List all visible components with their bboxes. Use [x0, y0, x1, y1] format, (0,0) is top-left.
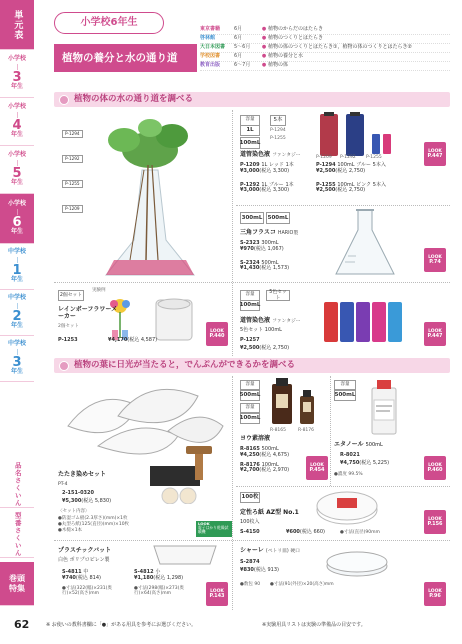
- tag-capacity: 容量: [240, 403, 260, 413]
- tray-list: S-4811 中 ¥740(税込 814) ●寸法(322(幅)×231(奥行)×52(高さ)mm S-4812 小 ¥1,180(税込 1,298) ●寸法(298(幅)×273(奥行)×64(高さ)mm: [62, 569, 184, 596]
- publisher-row: 大日本図書 5〜6月 ● 植物の体のつくりとはたらき①，植物の体のつくりとはたらき②: [200, 44, 450, 53]
- page-title: 植物の養分と水の通り道: [54, 44, 197, 72]
- filter-paper-box: [312, 488, 382, 528]
- product-name: レインボーフラワーメーカー: [58, 306, 118, 321]
- page-number: 62: [14, 618, 30, 631]
- sidebar-item-e4[interactable]: 小学校 4 年生: [0, 98, 34, 146]
- look-link-dye5[interactable]: LOOK P.447: [424, 322, 446, 346]
- dye-5color-bottles: [320, 292, 410, 350]
- publisher-row: 学校図書 6月 ● 植物の養分と水: [200, 53, 450, 62]
- sidebar-item-j1[interactable]: 中学校 1 年生: [0, 244, 34, 290]
- tag-5color: 5色セット: [266, 290, 290, 301]
- tag-capacity: 容量: [240, 290, 260, 301]
- tag-volume-100: 100mL: [240, 137, 260, 149]
- tag-500ml: 500mL: [266, 212, 290, 224]
- look-link-filter[interactable]: LOOK P.156: [424, 510, 446, 534]
- stamp-set-illustration: [140, 444, 232, 504]
- look-mini-badge: LOOK 電子はかり乾燥試験機: [196, 521, 232, 537]
- tag-capacity: 容量: [240, 115, 260, 126]
- lightbulb-icon: [59, 95, 69, 105]
- sidebar-item-e5[interactable]: 小学校 5 年生: [0, 146, 34, 194]
- product-name: エタノール 500mL: [334, 441, 383, 448]
- sidebar-item-j3[interactable]: 中学校 3 年生: [0, 336, 34, 382]
- sidebar-top-label: 単元表: [12, 9, 23, 40]
- tag-2set: 2個セット: [58, 290, 84, 301]
- product-name: 定性ろ紙 AZ型 No.1: [240, 509, 299, 516]
- tag-capacity: 容量: [334, 380, 356, 390]
- look-link-flask[interactable]: LOOK P.74: [424, 248, 446, 272]
- publisher-row: 啓林館 6月 ● 植物のつくりとはたらき: [200, 35, 450, 44]
- tag-300ml: 300mL: [240, 212, 264, 224]
- ethanol-bottle: [364, 378, 404, 436]
- price: ¥4,750(税込 5,225): [340, 460, 390, 466]
- iodine-photo: [268, 378, 324, 428]
- dye-list-right: P-1294 100mL ブルー 5本入 ¥2,500(税込 2,750) P-1255 100mL ピンク 5本入 ¥2,500(税込 2,750): [316, 162, 386, 194]
- price: ¥2,500(税込 2,750): [240, 345, 290, 351]
- dye5-photo: [320, 292, 410, 350]
- footer-note: ※実験用具リストは実験の準備品の目安です。: [262, 622, 366, 628]
- price: ¥830(税込 913): [240, 567, 279, 573]
- filter-photo: [312, 488, 382, 528]
- stamp-set-photo: [140, 444, 232, 504]
- tray-photo: [150, 540, 220, 568]
- petri-dish-icon: [322, 548, 392, 578]
- look-link-dye[interactable]: LOOK P.447: [424, 142, 446, 166]
- tag-volume: 100mL: [240, 413, 260, 424]
- look-link-iodine[interactable]: LOOK P.454: [306, 456, 328, 480]
- product-name: シャーレ (ペトリ皿) 硬口: [240, 547, 300, 554]
- publisher-table: [200, 26, 450, 71]
- flask-photo: [330, 208, 400, 278]
- footer-note: ※ お使いの教科書欄に「●」がある用具を参考にお選びください。: [46, 622, 197, 628]
- iodine-bottles: [268, 378, 324, 428]
- sidebar-feature[interactable]: 巻頭特集: [0, 562, 34, 606]
- tag-volume: 1L: [240, 125, 260, 136]
- photo-label: P-1292: [62, 155, 83, 163]
- publisher-row: 教育出版 6〜7月 ● 植物の体: [200, 62, 450, 71]
- product-name: 道管染色液 ファンタジー: [240, 317, 301, 324]
- petri-photo: [322, 548, 392, 578]
- grade-tag: 小学校6年生: [54, 12, 164, 34]
- tag-capacity: 容量: [240, 380, 260, 390]
- tag-volume: 100mL: [240, 300, 260, 311]
- tag-count: 5本: [270, 115, 286, 126]
- sidebar-item-e3[interactable]: 小学校 3 年生: [0, 50, 34, 98]
- product-name: プラスチックバット: [58, 547, 112, 554]
- tag-100sheets: 100枚: [240, 492, 260, 503]
- look-link-ethanol[interactable]: LOOK P.460: [424, 456, 446, 480]
- price: ¥4,170(税込 4,587): [108, 337, 158, 343]
- section-header-starch: 植物の葉に日光が当たると，でんぷんができるかを調べる: [54, 358, 450, 373]
- flask-icon: [330, 208, 400, 278]
- look-link-tray[interactable]: LOOK P.143: [206, 582, 228, 606]
- sidebar-unit-table[interactable]: [0, 0, 34, 50]
- sidebar-item-j2[interactable]: 中学校 2 年生: [0, 290, 34, 336]
- price: ¥600(税込 660): [286, 529, 325, 535]
- sidebar-model-index[interactable]: 型番さくいん: [0, 512, 34, 558]
- price: ¥5,300(税込 5,830): [62, 498, 112, 504]
- tray-icon: [150, 540, 220, 568]
- flask-list: S-2323 300mL ¥970(税込 1,067) S-2324 500mL ¥1,430(税込 1,573): [240, 240, 290, 272]
- photo-label: P-1209: [62, 205, 83, 213]
- page-header: [54, 6, 197, 80]
- photo-label: P-1294: [62, 130, 83, 138]
- dye-list-left: P-1209 1L レッド 1本 ¥3,000(税込 3,300) P-1292 1L ブルー 1本 ¥3,000(税込 3,300): [240, 162, 294, 194]
- product-name: 道管染色液 ファンタジー: [240, 151, 301, 158]
- publisher-row: 東京書籍 6月 ● 植物のからだのはたらき: [200, 26, 450, 35]
- sidebar-product-index[interactable]: 品名さくいん: [0, 462, 34, 508]
- product-name: たたき染めセット: [58, 471, 107, 478]
- tag-volume: 500mL: [334, 390, 356, 401]
- tag-volume: 500mL: [240, 390, 260, 401]
- sidebar: [0, 0, 34, 644]
- iodine-list: R-8165 500mL ¥4,250(税込 4,675) R-8176 100mL ¥2,700(税込 2,970): [240, 446, 290, 474]
- ethanol-photo: [364, 378, 404, 436]
- look-link-flower[interactable]: LOOK P.440: [206, 322, 228, 346]
- product-name: ヨウ素溶液: [240, 435, 271, 442]
- product-name: 三角フラスコ HARIO製: [240, 229, 299, 236]
- section-header-water-path: 植物の体の水の通り道を調べる: [54, 92, 450, 107]
- plant-photo: [54, 110, 228, 282]
- lightbulb-icon: [59, 361, 69, 371]
- photo-label: P-1255: [62, 180, 83, 188]
- look-link-petri[interactable]: LOOK P.96: [424, 582, 446, 606]
- sidebar-item-e6[interactable]: 小学校 6 年生: [0, 194, 34, 244]
